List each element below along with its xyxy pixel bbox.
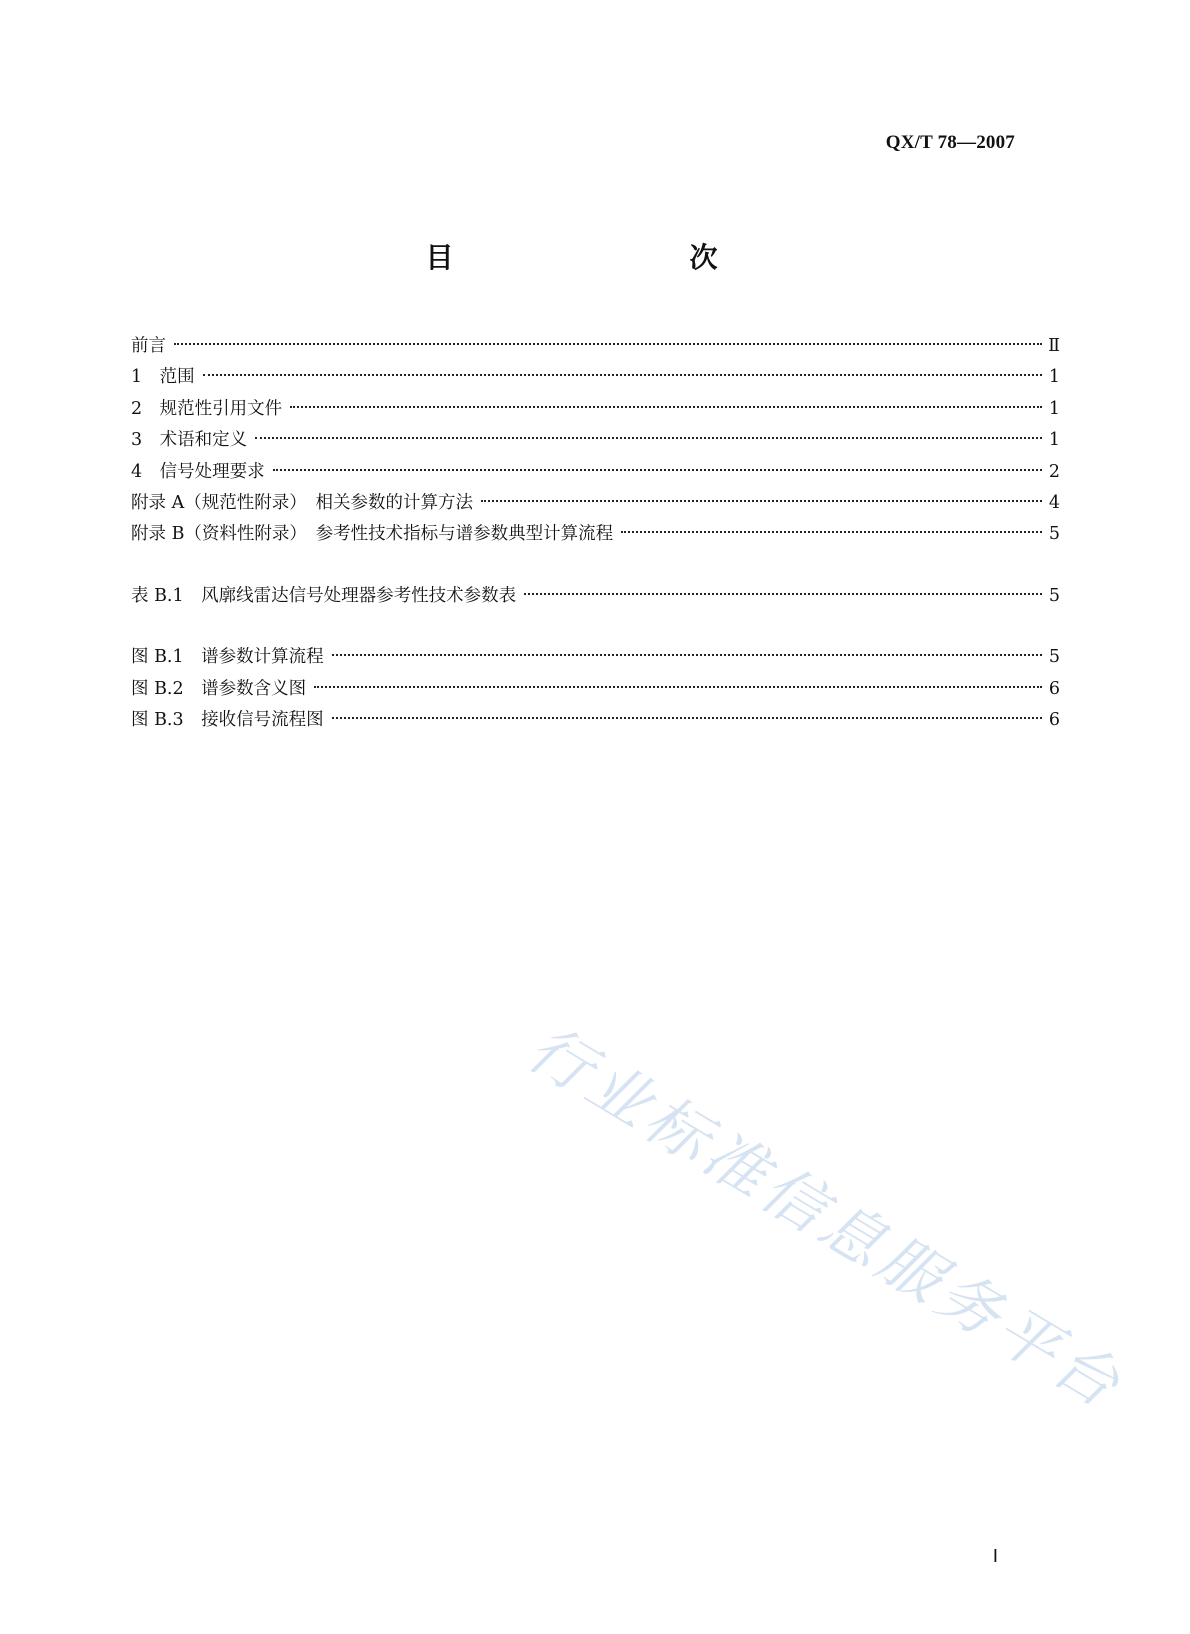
toc-entry-table-b1[interactable] — [131, 581, 1060, 612]
toc-entry-annex-b[interactable] — [131, 519, 1060, 550]
toc-entry-page: 5 — [1048, 524, 1060, 545]
toc-entry-label: 图 B.3 接收信号流程图 — [131, 709, 324, 730]
toc-entry-page: 4 — [1048, 492, 1060, 513]
page-title: 目 次 — [425, 241, 778, 274]
toc-entry-scope[interactable] — [131, 362, 1060, 393]
leader-dots — [481, 500, 1042, 502]
toc-entry-label: 图 B.2 谱参数含义图 — [131, 678, 307, 699]
leader-dots — [174, 343, 1042, 345]
toc-entry-label: 图 B.1 谱参数计算流程 — [131, 647, 324, 668]
toc-entry-page: 6 — [1048, 709, 1060, 730]
toc-entry-page: 2 — [1048, 461, 1060, 482]
leader-dots — [314, 686, 1042, 688]
toc-entry-requirements[interactable] — [131, 457, 1060, 488]
toc-entry-label: 附录 B（资料性附录） 参考性技术指标与谱参数典型计算流程 — [131, 524, 614, 545]
document-code: QX/T 78—2007 — [885, 132, 1015, 153]
toc-entry-terms[interactable] — [131, 425, 1060, 456]
leader-dots — [290, 406, 1042, 408]
leader-dots — [203, 374, 1042, 376]
toc-entry-page: 1 — [1048, 398, 1060, 419]
toc-entry-page: Ⅱ — [1048, 336, 1060, 356]
toc-entry-label: 4 信号处理要求 — [131, 461, 265, 482]
toc-entry-label: 表 B.1 风廓线雷达信号处理器参考性技术参数表 — [131, 585, 517, 606]
table-of-contents — [131, 331, 1060, 736]
toc-entry-normative-references[interactable] — [131, 394, 1060, 425]
leader-dots — [332, 654, 1042, 656]
toc-entry-figure-b3[interactable] — [131, 705, 1060, 736]
leader-dots — [332, 717, 1042, 719]
toc-figures-group — [131, 642, 1060, 736]
toc-entry-page: 6 — [1048, 678, 1060, 699]
toc-entry-annex-a[interactable] — [131, 488, 1060, 519]
toc-entry-page: 5 — [1048, 585, 1060, 606]
toc-entry-label: 前言 — [131, 336, 166, 356]
toc-tables-group — [131, 581, 1060, 612]
toc-main-group — [131, 331, 1060, 551]
toc-entry-foreword[interactable] — [131, 331, 1060, 362]
toc-entry-page: 1 — [1048, 430, 1060, 451]
leader-dots — [273, 469, 1042, 471]
toc-entry-label: 1 范围 — [131, 367, 195, 388]
watermark-text: 行业标准信息服务平台 — [515, 1011, 1137, 1424]
leader-dots — [255, 437, 1042, 439]
toc-entry-page: 5 — [1048, 647, 1060, 668]
toc-entry-label: 2 规范性引用文件 — [131, 398, 283, 419]
page-number: Ⅰ — [992, 1546, 998, 1566]
toc-entry-label: 3 术语和定义 — [131, 430, 248, 451]
toc-entry-figure-b2[interactable] — [131, 674, 1060, 705]
toc-entry-figure-b1[interactable] — [131, 642, 1060, 673]
toc-entry-page: 1 — [1048, 367, 1060, 388]
leader-dots — [621, 531, 1042, 533]
toc-entry-label: 附录 A（规范性附录） 相关参数的计算方法 — [131, 492, 473, 513]
leader-dots — [524, 593, 1042, 595]
